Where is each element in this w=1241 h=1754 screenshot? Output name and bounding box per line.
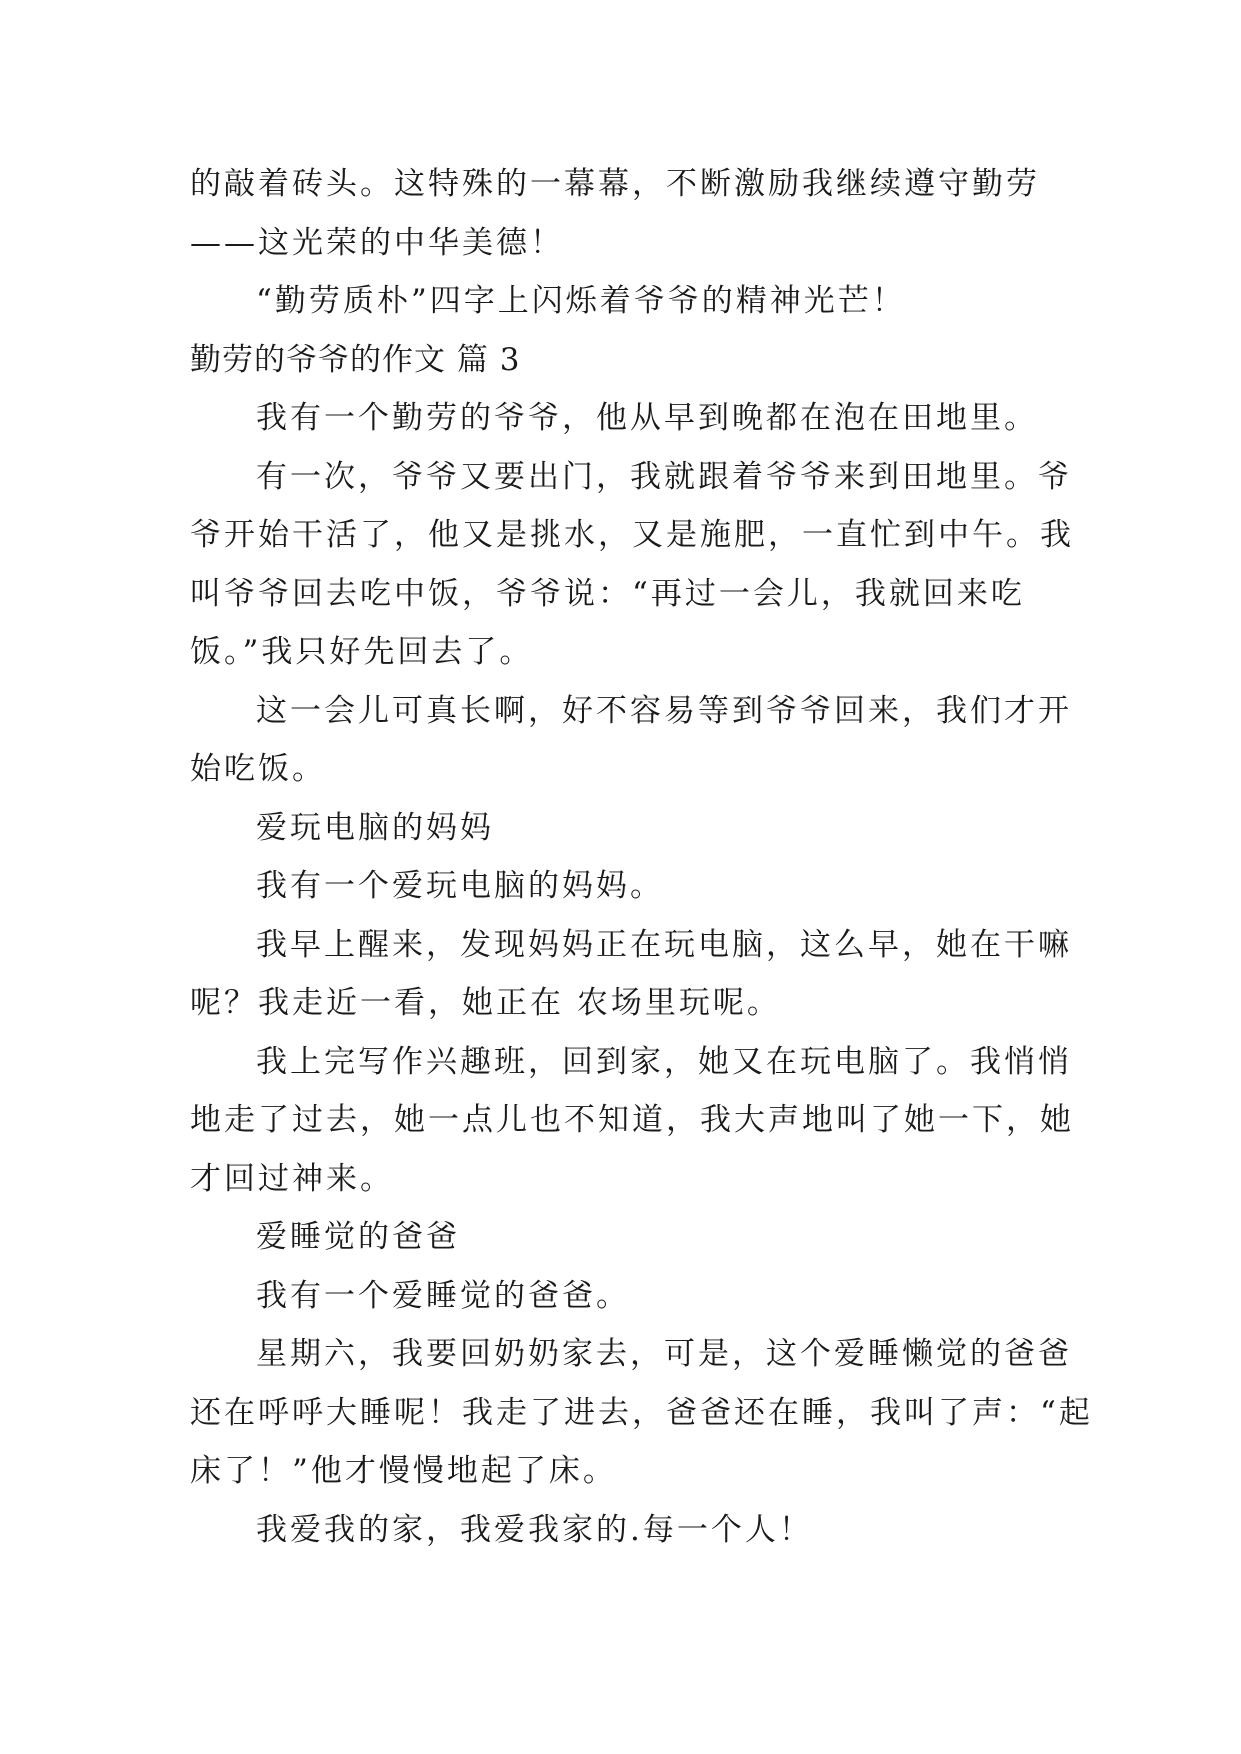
text-line: 的敲着砖头。这特殊的一幕幕，不断激励我继续遵守勤劳 [190, 166, 1040, 202]
text-line: 我早上醒来，发现妈妈正在玩电脑，这么早，她在干嘛 [256, 926, 1072, 963]
text-line: 地走了过去，她一点儿也不知道，我大声地叫了她一下，她 [190, 1102, 1074, 1138]
text-line: 有一次，爷爷又要出门，我就跟着爷爷来到田地里。爷 [256, 458, 1072, 495]
text-line: 饭。”我只好先回去了。 [190, 634, 534, 670]
text-line: 叫爷爷回去吃中饭，爷爷说：“再过一会儿，我就回来吃 [190, 575, 1025, 612]
text-line: 我有一个爱玩电脑的妈妈。 [256, 868, 664, 904]
text-line: 我有一个勤劳的爷爷，他从早到晚都在泡在田地里。 [256, 400, 1038, 436]
text-line: 星期六，我要回奶奶家去，可是，这个爱睡懒觉的爸爸 [256, 1336, 1072, 1372]
text-line: 呢？我走近一看，她正在 农场里玩呢。 [190, 985, 781, 1021]
text-line: 我上完写作兴趣班，回到家，她又在玩电脑了。我悄悄 [256, 1043, 1072, 1080]
subheading: 爱玩电脑的妈妈 [256, 809, 494, 846]
text-line: 床了！”他才慢慢地起了床。 [190, 1453, 617, 1489]
subheading: 爱睡觉的爸爸 [256, 1219, 460, 1255]
section-heading: 勤劳的爷爷的作文 篇 3 [190, 341, 521, 378]
text-line: 始吃饭。 [190, 751, 326, 787]
text-line: 爷开始干活了，他又是挑水，又是施肥，一直忙到中午。我 [190, 517, 1074, 553]
text-line: 才回过神来。 [190, 1160, 394, 1197]
document-body [190, 155, 1093, 1559]
text-line: 我爱我的家，我爱我家的.每一个人！ [256, 1511, 813, 1548]
text-line: 我有一个爱睡觉的爸爸。 [256, 1277, 630, 1314]
text-line: ——这光荣的中华美德！ [190, 224, 564, 261]
text-line: 这一会儿可真长啊，好不容易等到爷爷回来，我们才开 [256, 692, 1072, 729]
text-line: 还在呼呼大睡呢！我走了进去，爸爸还在睡，我叫了声：“起 [190, 1394, 1093, 1431]
text-line: “勤劳质朴”四字上闪烁着爷爷的精神光芒！ [256, 283, 906, 319]
